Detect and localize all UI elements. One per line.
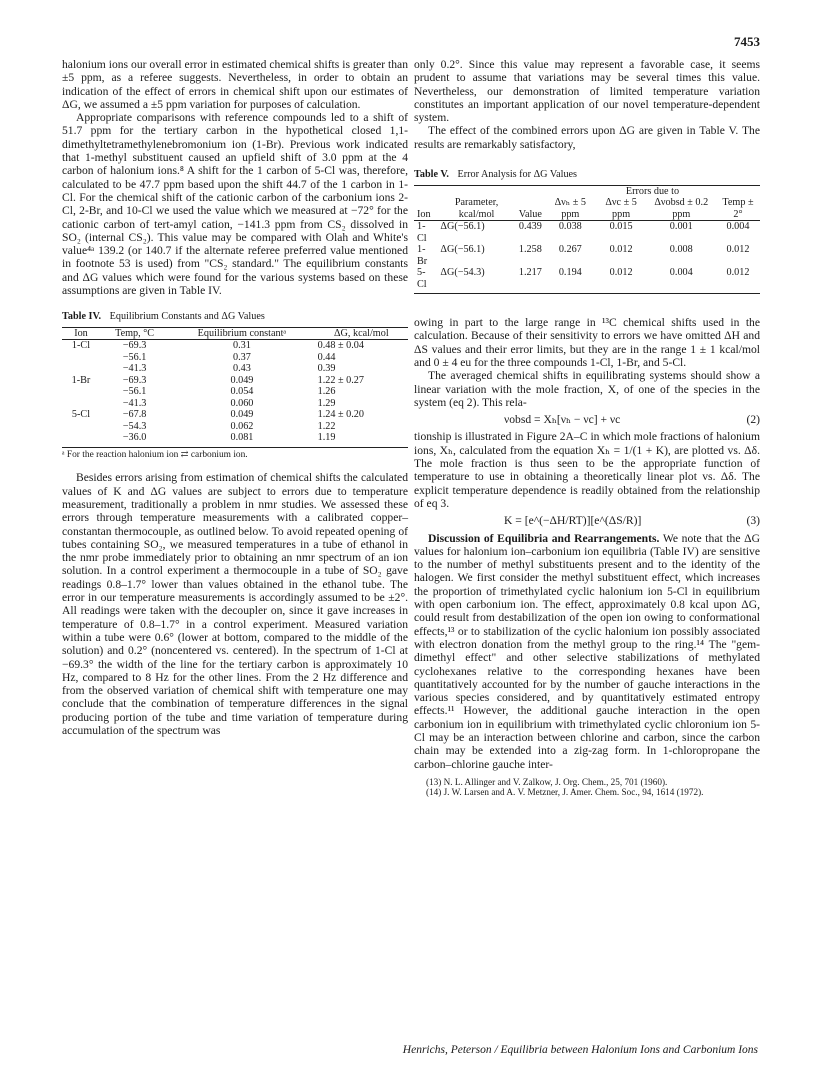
table-cell: 0.001: [669, 221, 693, 233]
table-cell: [62, 421, 100, 433]
equation-number: (2): [746, 413, 760, 427]
col-header: Δνₕ ± 5 ppm: [554, 197, 586, 220]
table-cell: [62, 432, 100, 444]
table-cell: −69.3: [122, 340, 147, 352]
col-header: Parameter, kcal/mol: [454, 197, 499, 220]
table-cell: [62, 398, 100, 410]
table-cell: 0.012: [726, 267, 750, 279]
table-title: Equilibrium Constants and ΔG Values: [109, 311, 265, 323]
table-cell: 0.049: [230, 374, 254, 386]
table-cell: 0.31: [233, 340, 251, 352]
table-cell: 0.060: [230, 397, 254, 409]
paragraph: owing in part to the large range in ¹³C chemical shifts used in the calculation. Because of their sensitivity to errors we have omitted ΔH and ΔS values and their error limits, but they are in the range 1 ± 1 kcal/mol and 0 ± 4 eu for the three compounds 1-Cl, 1-Br, and 5-Cl.: [414, 316, 760, 369]
table-row: [62, 421, 408, 433]
equation: νobsd = Xₕ[νₕ − νc] + νc: [504, 413, 621, 427]
page-number: 7453: [734, 34, 760, 49]
table-cell: [62, 386, 100, 398]
table-row: [62, 352, 408, 364]
table-cell: 0.43: [233, 363, 251, 375]
paragraph: halonium ions our overall error in estimated chemical shifts is greater than ±5 ppm, as a referee suggests. Nevertheless, in order to obtain an indication of the effect of errors in chemical shift upon our estimates of ΔG, we assumed a ±5 ppm variation for purposes of calculation.: [62, 58, 408, 111]
table-cell: 0.081: [230, 432, 254, 444]
table-cell: −41.3: [122, 363, 147, 375]
table-cell: 0.012: [609, 244, 633, 256]
table-cell: −56.1: [122, 386, 147, 398]
table-row: [414, 221, 760, 245]
table-cell: −56.1: [122, 351, 147, 363]
reference: (13) N. L. Allinger and V. Zalkow, J. Org. Chem., 25, 701 (1960).: [426, 776, 668, 787]
table-cell: 1.29: [317, 397, 336, 409]
section-heading: Discussion of Equilibria and Rearrangements.: [428, 531, 660, 545]
table-cell: −67.8: [122, 409, 147, 421]
paragraph: Besides errors arising from estimation of chemical shifts the calculated values of K and ΔG values are subject to errors due to temperature measurement, traditionally a problem in nmr studies. We assessed these errors through temperature measurements with a calibrated copper–constantan thermocouple, as outlined below. To avoid repeated opening of tubes containing SO₂, we measured temperatures in a tube of ethanol in the nmr probe immediately prior to obtaining an nmr spectrum of an ion solution. In a control experiment a thermocouple in a tube of SO₂ gave readings 0.8–1.7° lower than values obtained in the ethanol tube. The error in our temperature measurements is accordingly assumed to be ±2°. All readings were taken with the decoupler on, since it gave increases in temperature of 0.8–1.7° in a control experiment. Measured variation within a tube were 0.6° (lower at bottom, compared to the middle of the solution) and 0.2° (noncentered vs. centered). In the spectrum of 1-Cl at −69.3° the width of the line for the tertiary carbon is approximately 10 Hz, compared to 8 Hz for the other lines. From the 2 Hz difference and from the observed variation of chemical shift with temperature one may conclude that the combination of temperature differences in the signal producing portion of the tube and time variation of temperature during accumulation of the spectrum was: [62, 471, 408, 737]
table-cell: 0.049: [230, 409, 254, 421]
table-cell: 1-Br: [71, 374, 91, 386]
reference: (14) J. W. Larsen and A. V. Metzner, J. Amer. Chem. Soc., 94, 1614 (1972).: [426, 787, 704, 798]
table-row: [62, 432, 408, 444]
col-header: Value: [518, 208, 542, 220]
table-cell: 0.015: [609, 221, 633, 233]
table-cell: 0.439: [518, 221, 542, 233]
paragraph: The averaged chemical shifts in equilibrating systems should show a linear variation with the mole fraction, X, of one of the species in the system (eq 2). This rela-: [414, 369, 760, 409]
paragraph: Discussion of Equilibria and Rearrangements. We note that the ΔG values for halonium ion–carbonium ion equilibria (Table IV) are sensitive to the number of methyl substituents present and to the identity of the halogen. We first consider the methyl substituent effect, which increases the proportion of trimethylated cyclic halonium ion 5-Cl in equilibrium with open carbonium ion. The effect, approximately 0.8 kcal upon ΔG, could result from destabilization of the open ion owing to conformational effects,¹³ or to stabilization of the cyclic halonium ion possibly associated with electron donation from the methyl group to the ring.¹⁴ The "gem-dimethyl effect" and other selective stabilizations of methylated cyclohexanes relative to the corresponding hexanes have been quantitatively accounted for by the number of gauche interactions in the various species considered, and by quantitatively estimated entropy effects.¹¹ However, the additional gauche interaction in the open carbonium ion in equilibrium with trimethylated cyclic chloronium ion 5-Cl may be an interaction between chlorine and carbon, since the carbon chain may be extended into a zig-zag form. In 1-chloropropane the carbon–chlorine gauche inter-: [414, 531, 760, 771]
table-row: [62, 398, 408, 410]
table-cell: 0.44: [317, 351, 336, 363]
table-title: Error Analysis for ΔG Values: [457, 169, 578, 181]
table-cell: 0.48 ± 0.04: [317, 340, 364, 352]
table-row: [62, 340, 408, 352]
col-header: Temp, °C: [115, 327, 155, 339]
table-cell: ΔG(−56.1): [440, 221, 485, 233]
table-caption: [414, 169, 760, 181]
table-cell: 0.267: [558, 244, 582, 256]
equation: K = [e^(−ΔH/RT)][e^(ΔS/R)]: [504, 514, 642, 528]
table-cell: 5-Cl: [71, 409, 91, 421]
table-row: [62, 386, 408, 398]
paragraph: only 0.2°. Since this value may represent a favorable case, it seems prudent to assume that variations may be several times this value. Nevertheless, our demonstration of limited temperature variation constitutes an important application of our novel temperature-dependent system.: [414, 58, 760, 125]
table-cell: ΔG(−56.1): [440, 244, 485, 256]
table-label: Table IV.: [62, 311, 102, 323]
group-header: Errors due to: [545, 185, 760, 197]
table-cell: [62, 352, 100, 364]
paragraph: tionship is illustrated in Figure 2A–C in which mole fractions of halonium ions, Xₕ, calculated from the equation Xₕ = 1/(1 + K), are plotted vs. Δδ. The mole fraction is thus seen to be the appropriate function of temperature to use in obtaining a theoretically linear plot vs. Δδ. The explicit temperature dependence is readily obtained from the relationship of eq 3.: [414, 430, 760, 510]
table-row: [62, 409, 408, 421]
table-iv: [62, 311, 408, 461]
table-cell: 0.062: [230, 420, 254, 432]
table-row: [62, 375, 408, 387]
table-cell: −41.3: [122, 397, 147, 409]
col-header: ΔG, kcal/mol: [334, 327, 389, 339]
table-cell: 1-Br: [417, 244, 428, 267]
table-cell: 1.24 ± 0.20: [317, 409, 364, 421]
col-header: Equilibrium constantᵃ: [197, 327, 287, 339]
references: [414, 777, 760, 798]
table-cell: 0.054: [230, 386, 254, 398]
table-cell: 0.37: [233, 351, 251, 363]
table-cell: [62, 363, 100, 375]
table-cell: 5-Cl: [417, 267, 427, 290]
left-column: [62, 58, 408, 737]
col-header: Δνc ± 5 ppm: [605, 197, 637, 220]
table-cell: ΔG(−54.3): [440, 267, 485, 279]
right-column: [414, 58, 760, 798]
table-label: Table V.: [414, 169, 449, 181]
col-header: Δνobsd ± 0.2 ppm: [654, 197, 709, 220]
equation-number: (3): [746, 514, 760, 528]
table-cell: −36.0: [122, 432, 147, 444]
table-cell: 0.194: [558, 267, 582, 279]
table-row: [62, 363, 408, 375]
table-cell: 1.26: [317, 386, 336, 398]
table-row: [414, 244, 760, 267]
table-cell: 1-Cl: [71, 340, 91, 352]
table-footnote: ᵃ For the reaction halonium ion ⇄ carbonium ion.: [62, 449, 248, 460]
table-cell: 0.004: [726, 221, 750, 233]
table-caption: [62, 311, 408, 323]
table-cell: −69.3: [122, 374, 147, 386]
paragraph: Appropriate comparisons with reference compounds led to a shift of 51.7 ppm for the tertiary carbon in the hypothetical closed 1,1-dimethyltetramethylenebromonium ion (1-Br). Previous work indicated that 1-methyl substituent caused an upfield shift of 3.0 ppm at the 4 carbon of halonium ions.⁸ A shift for the 1 carbon of 5-Cl was, therefore, calculated to be 47.7 ppm based upon the shift 44.7 of the 1 carbon in 1-Cl. For the chemical shift of the cationic carbon of the carbonium ions 2-Cl, 2-Br, and 10-Cl we used the value which we measured at −72° for the cationic carbon of tert-amyl cation, −141.3 ppm from CS₂ dissolved in SO₂ (internal CS₂). This value may be compared with Olah and White's value⁴ᵃ 139.2 (or 140.7 if the alternate referee preferred value mentioned in footnote 53 is used) from "CS₂ standard." The equilibrium constants and ΔG values which were found for the various systems based on these assumptions are given in Table IV.: [62, 111, 408, 298]
table-cell: 1-Cl: [417, 221, 427, 244]
col-header: Ion: [417, 208, 431, 220]
col-header: Ion: [74, 327, 88, 339]
table-cell: 0.39: [317, 363, 336, 375]
table-cell: 0.004: [669, 267, 693, 279]
table-cell: 1.258: [518, 244, 542, 256]
table-cell: 1.19: [317, 432, 336, 444]
paragraph: The effect of the combined errors upon ΔG are given in Table V. The results are remarkably satisfactory,: [414, 124, 760, 151]
table-cell: 0.012: [609, 267, 633, 279]
table-cell: 1.22: [317, 420, 336, 432]
table-cell: −54.3: [122, 420, 147, 432]
running-footer: Henrichs, Peterson / Equilibria between Halonium Ions and Carbonium Ions: [402, 1044, 758, 1056]
table-cell: 0.012: [726, 244, 750, 256]
equation-2: [414, 409, 760, 430]
table-cell: 0.038: [558, 221, 582, 233]
table-row: [414, 267, 760, 290]
table-cell: 0.008: [669, 244, 693, 256]
equation-3: [414, 510, 760, 531]
table-v: [414, 169, 760, 294]
table-cell: 1.217: [518, 267, 542, 279]
table-cell: 1.22 ± 0.27: [317, 374, 364, 386]
col-header: Temp ± 2°: [722, 197, 754, 220]
